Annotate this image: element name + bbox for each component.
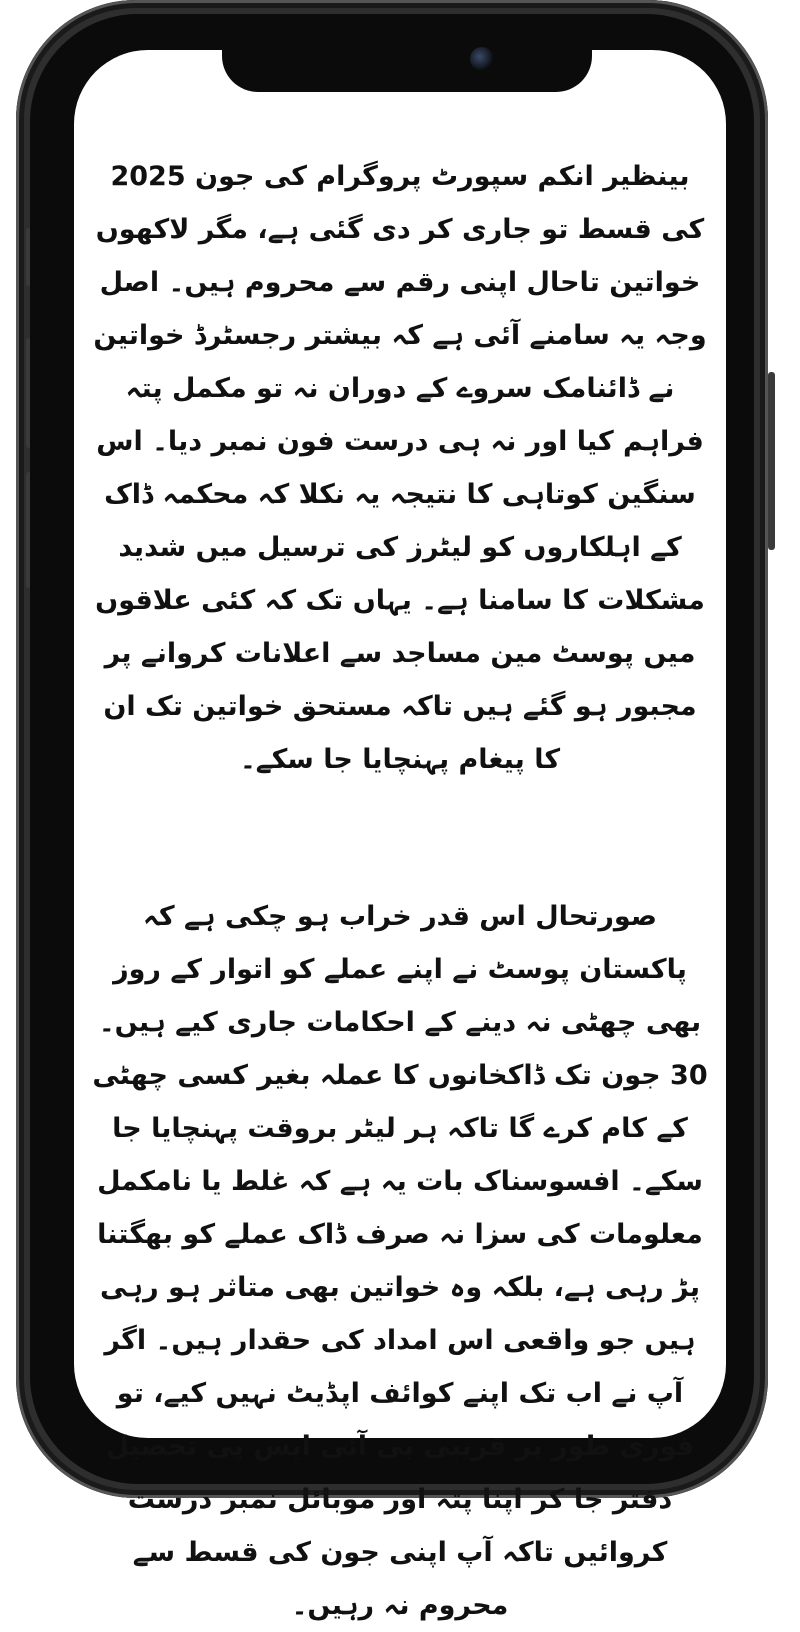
phone-screen[interactable]: [74, 50, 726, 1621]
front-camera-icon: [470, 47, 494, 71]
phone-notch: [222, 36, 592, 92]
article-text: [90, 150, 710, 1632]
article-paragraph-2: صورتحال اس قدر خراب ہو چکی ہے کہ پاکستان پوسٹ نے اپنے عملے کو اتوار کے روز بھی چھٹی نہ دینے کے احکامات جاری کیے ہیں۔ 30 جون تک ڈاکخانوں کا عملہ بغیر کسی چھٹی کے کام کرے گا تاکہ ہر لیٹر بروقت پہنچایا جا سکے۔ افسوسناک بات یہ ہے کہ غلط یا نامکمل معلومات کی سزا نہ صرف ڈاک عملے کو بھگتنا پڑ رہی ہے، بلکہ وہ خواتین بھی متاثر ہو رہی ہیں جو واقعی اس امداد کی حقدار ہیں۔ اگر آپ نے اب تک اپنے کوائف اپڈیٹ نہیں کیے، تو فوری طور پر قریبی بی آئی ایس پی تحصیل دفتر جا کر اپنا پتہ اور موبائل نمبر درست کروائیں تاکہ آپ اپنی جون کی قسط سے محروم نہ رہیں۔: [92, 901, 708, 1621]
power-button: [768, 372, 775, 550]
article-paragraph-1: بینظیر انکم سپورٹ پروگرام کی جون 2025 کی قسط تو جاری کر دی گئی ہے، مگر لاکھوں خواتین تاحال اپنی رقم سے محروم ہیں۔ اصل وجہ یہ سامنے آئی ہے کہ بیشتر رجسٹرڈ خواتین نے ڈائنامک سروے کے دوران نہ تو مکمل پتہ فراہم کیا اور نہ ہی درست فون نمبر دیا۔ اس سنگین کوتاہی کا نتیجہ یہ نکلا کہ محکمہ ڈاک کے اہلکاروں کو لیٹرز کی ترسیل میں شدید مشکلات کا سامنا ہے۔ یہاں تک کہ کئی علاقوں میں پوسٹ مین مساجد سے اعلانات کروانے پر مجبور ہو گئے ہیں تاکہ مستحق خواتین تک ان کا پیغام پہنچایا جا سکے۔: [93, 161, 707, 775]
